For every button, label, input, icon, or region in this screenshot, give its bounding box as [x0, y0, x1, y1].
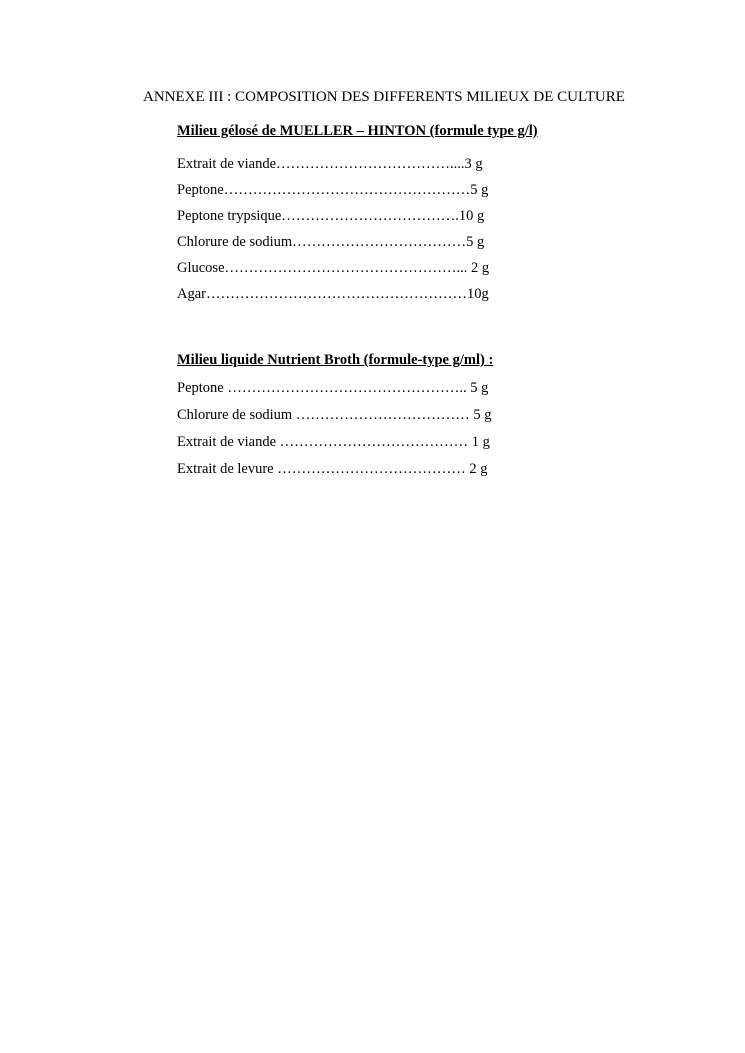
- composition-list: [177, 155, 538, 303]
- section-heading: Milieu gélosé de MUELLER – HINTON (formule type g/l): [177, 123, 538, 139]
- composition-line: Extrait de viande………………………………....3 g: [177, 156, 483, 172]
- composition-line: Peptone ………………………………………….. 5 g: [177, 380, 489, 396]
- section-mueller-hinton: [177, 122, 538, 311]
- composition-line: Peptone……………………………………………5 g: [177, 182, 489, 198]
- composition-list: [177, 379, 493, 478]
- composition-line: Glucose…………………………………………... 2 g: [177, 260, 490, 276]
- section-nutrient-broth: [177, 351, 493, 487]
- composition-line: Agar………………………………………………10g: [177, 286, 489, 302]
- section-heading: Milieu liquide Nutrient Broth (formule-type g/ml) :: [177, 352, 494, 368]
- composition-line: Extrait de levure ………………………………… 2 g: [177, 461, 488, 477]
- composition-line: Extrait de viande ………………………………… 1 g: [177, 434, 490, 450]
- composition-line: Peptone trypsique……………………………….10 g: [177, 208, 485, 224]
- composition-line: Chlorure de sodium ……………………………… 5 g: [177, 407, 492, 423]
- annex-title: ANNEXE III : COMPOSITION DES DIFFERENTS MILIEUX DE CULTURE: [143, 89, 625, 105]
- composition-line: Chlorure de sodium………………………………5 g: [177, 234, 485, 250]
